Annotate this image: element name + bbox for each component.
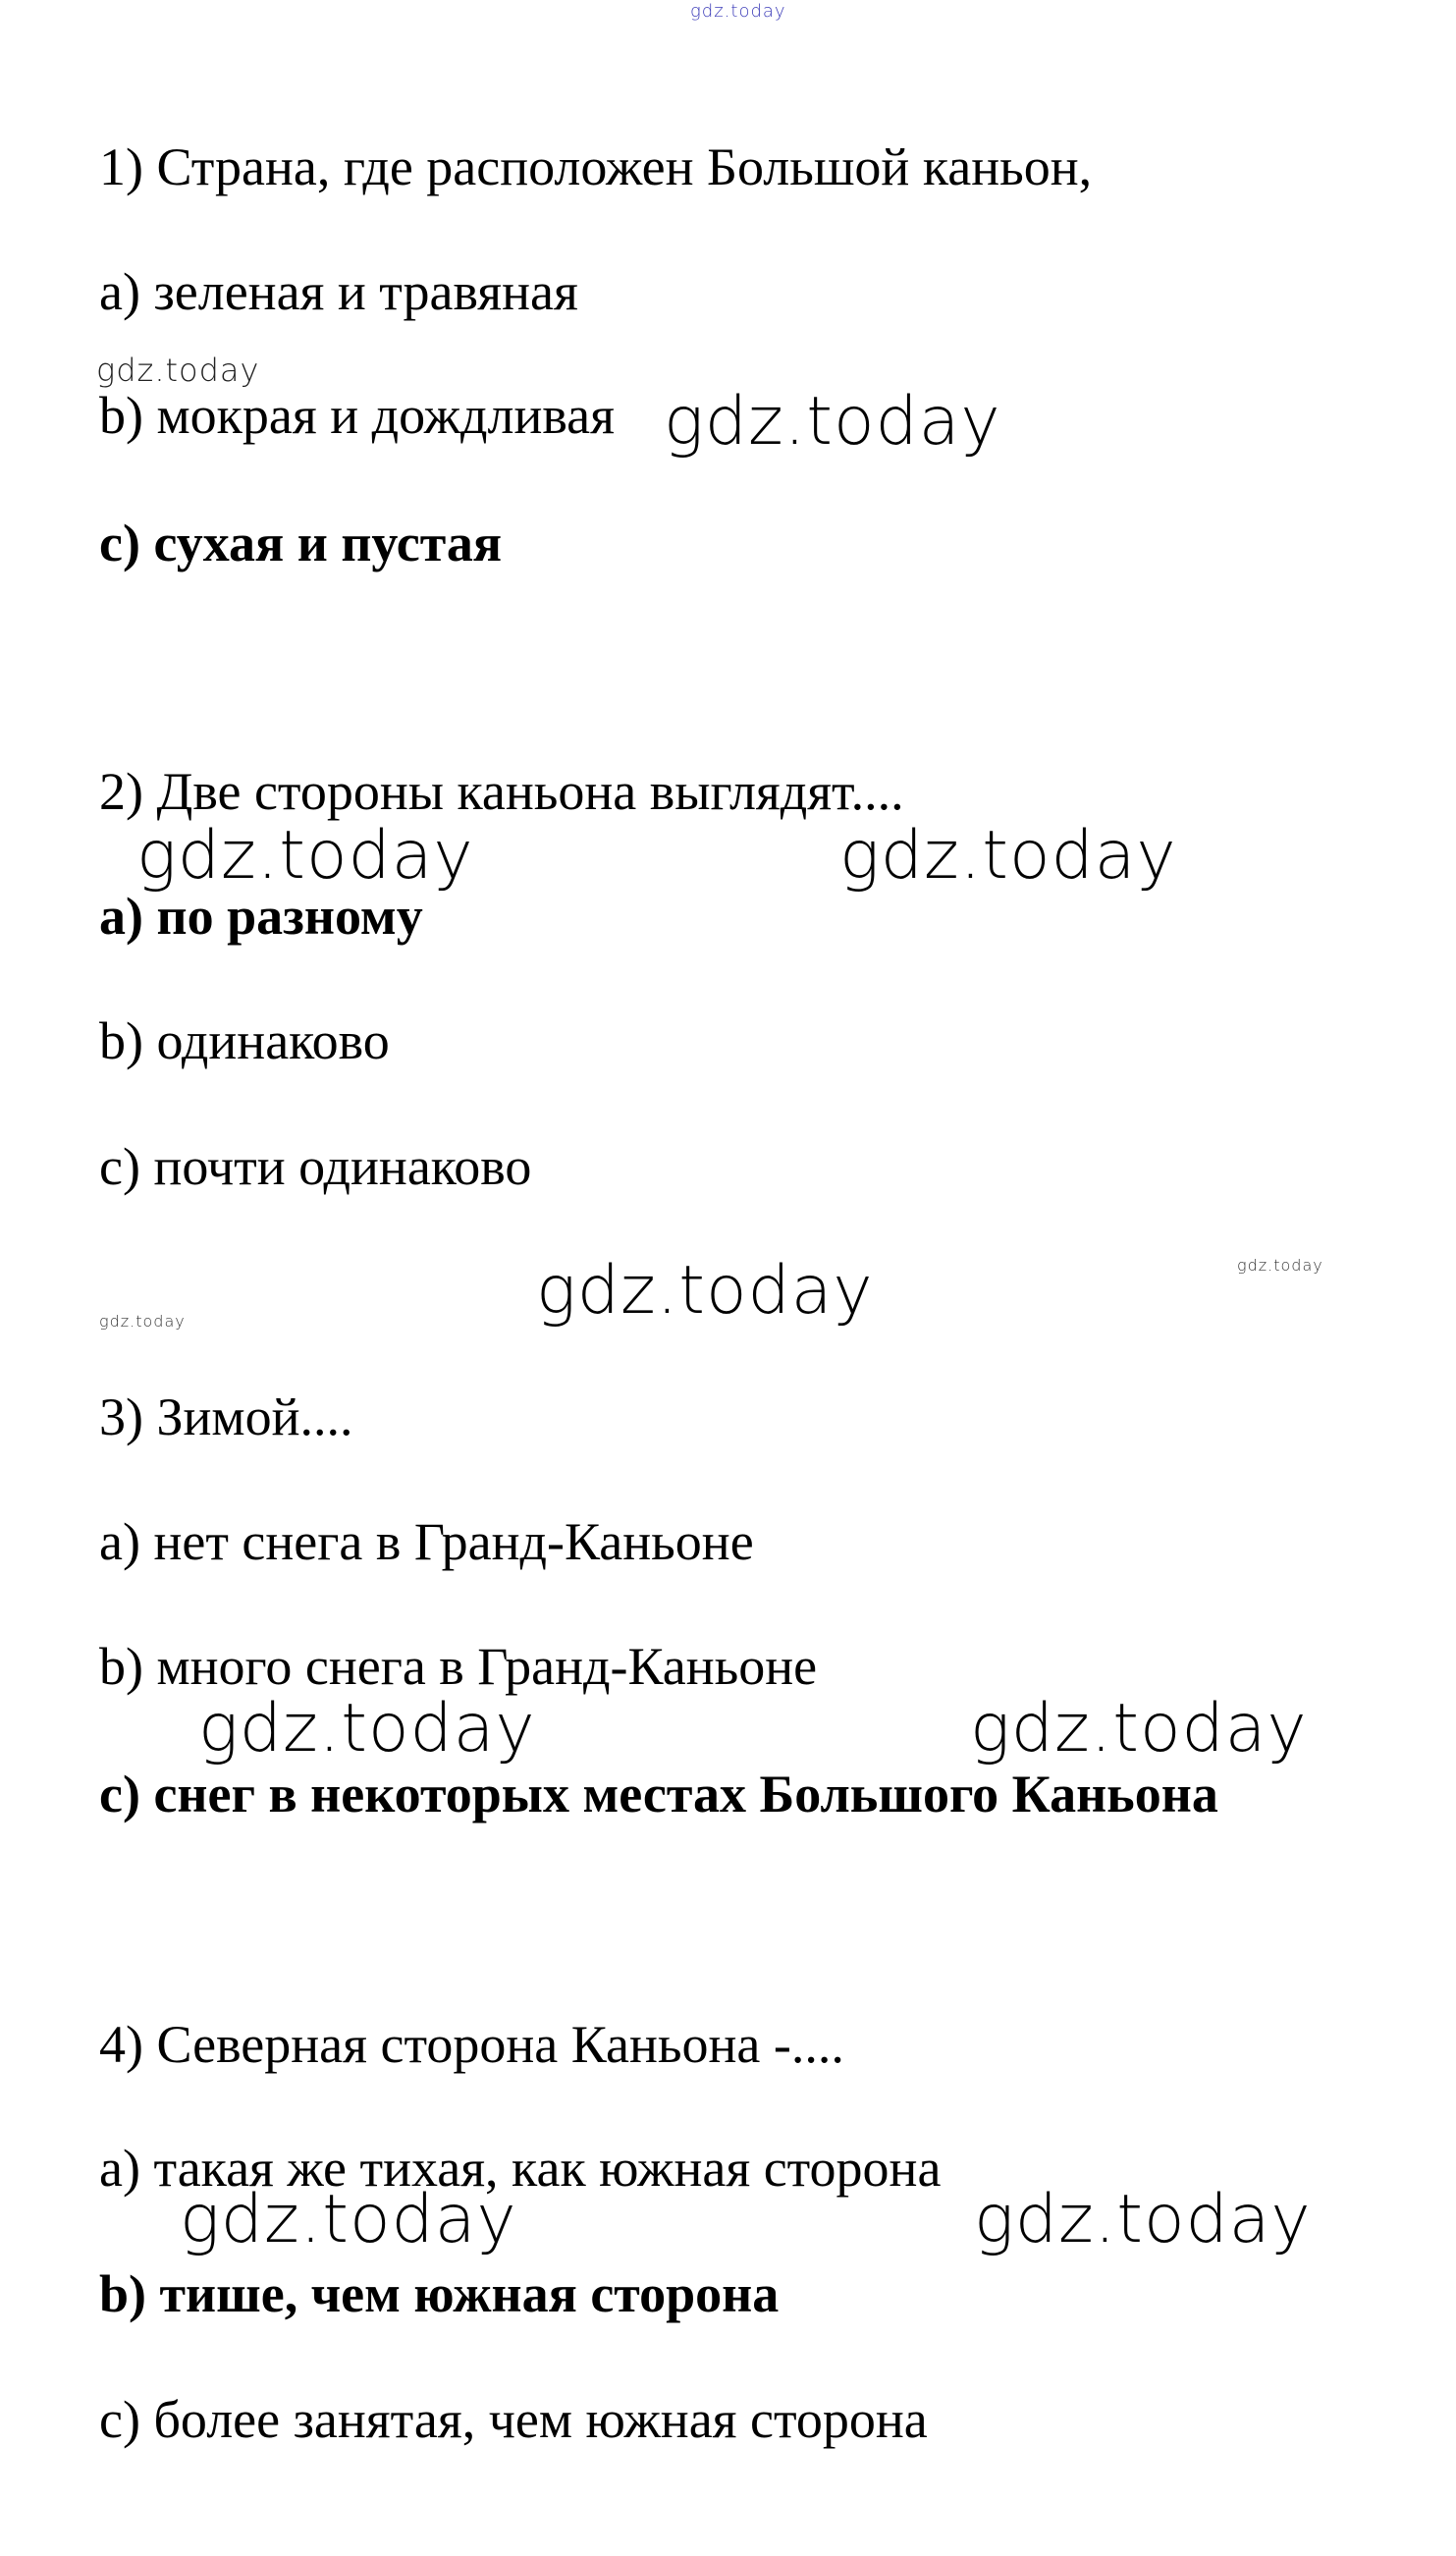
watermark-large: gdz.today xyxy=(839,817,1177,895)
watermark-large: gdz.today xyxy=(536,1252,874,1330)
watermark-tiny: gdz.today xyxy=(1237,1256,1323,1275)
watermark-large: gdz.today xyxy=(180,2181,517,2258)
question-2-option-c: c) почти одинаково xyxy=(99,1137,532,1196)
question-1-option-a: a) зеленая и травяная xyxy=(99,262,578,321)
watermark-top: gdz.today xyxy=(690,1,786,22)
question-4-text: 4) Северная сторона Каньона -.... xyxy=(99,2015,844,2074)
question-2-text: 2) Две стороны каньона выглядят.... xyxy=(99,762,904,821)
watermark-large: gdz.today xyxy=(970,1690,1308,1767)
question-1-option-c-answer: c) сухая и пустая xyxy=(99,514,503,572)
watermark-large: gdz.today xyxy=(974,2181,1312,2258)
watermark-small: gdz.today xyxy=(96,352,260,389)
watermark-large: gdz.today xyxy=(136,817,474,895)
question-4-option-c: c) более занятая, чем южная сторона xyxy=(99,2390,928,2449)
watermark-large: gdz.today xyxy=(198,1690,536,1767)
question-3-option-b: b) много снега в Гранд-Каньоне xyxy=(99,1637,818,1696)
question-2-option-a-answer: a) по разному xyxy=(99,887,423,946)
question-1-option-b: b) мокрая и дождливая xyxy=(99,386,615,445)
question-2-option-b: b) одинаково xyxy=(99,1011,390,1070)
question-3-option-a: a) нет снега в Гранд-Каньоне xyxy=(99,1512,754,1571)
question-4-option-b-answer: b) тише, чем южная сторона xyxy=(99,2264,780,2323)
question-4-option-a: a) такая же тихая, как южная сторона xyxy=(99,2139,942,2198)
question-1-text: 1) Страна, где расположен Большой каньон, xyxy=(99,137,1093,196)
watermark-tiny: gdz.today xyxy=(99,1312,186,1331)
question-3-option-c-answer: c) снег в некоторых местах Большого Каньона xyxy=(99,1765,1218,1823)
question-3-text: 3) Зимой.... xyxy=(99,1387,353,1446)
watermark-large: gdz.today xyxy=(664,383,1001,461)
